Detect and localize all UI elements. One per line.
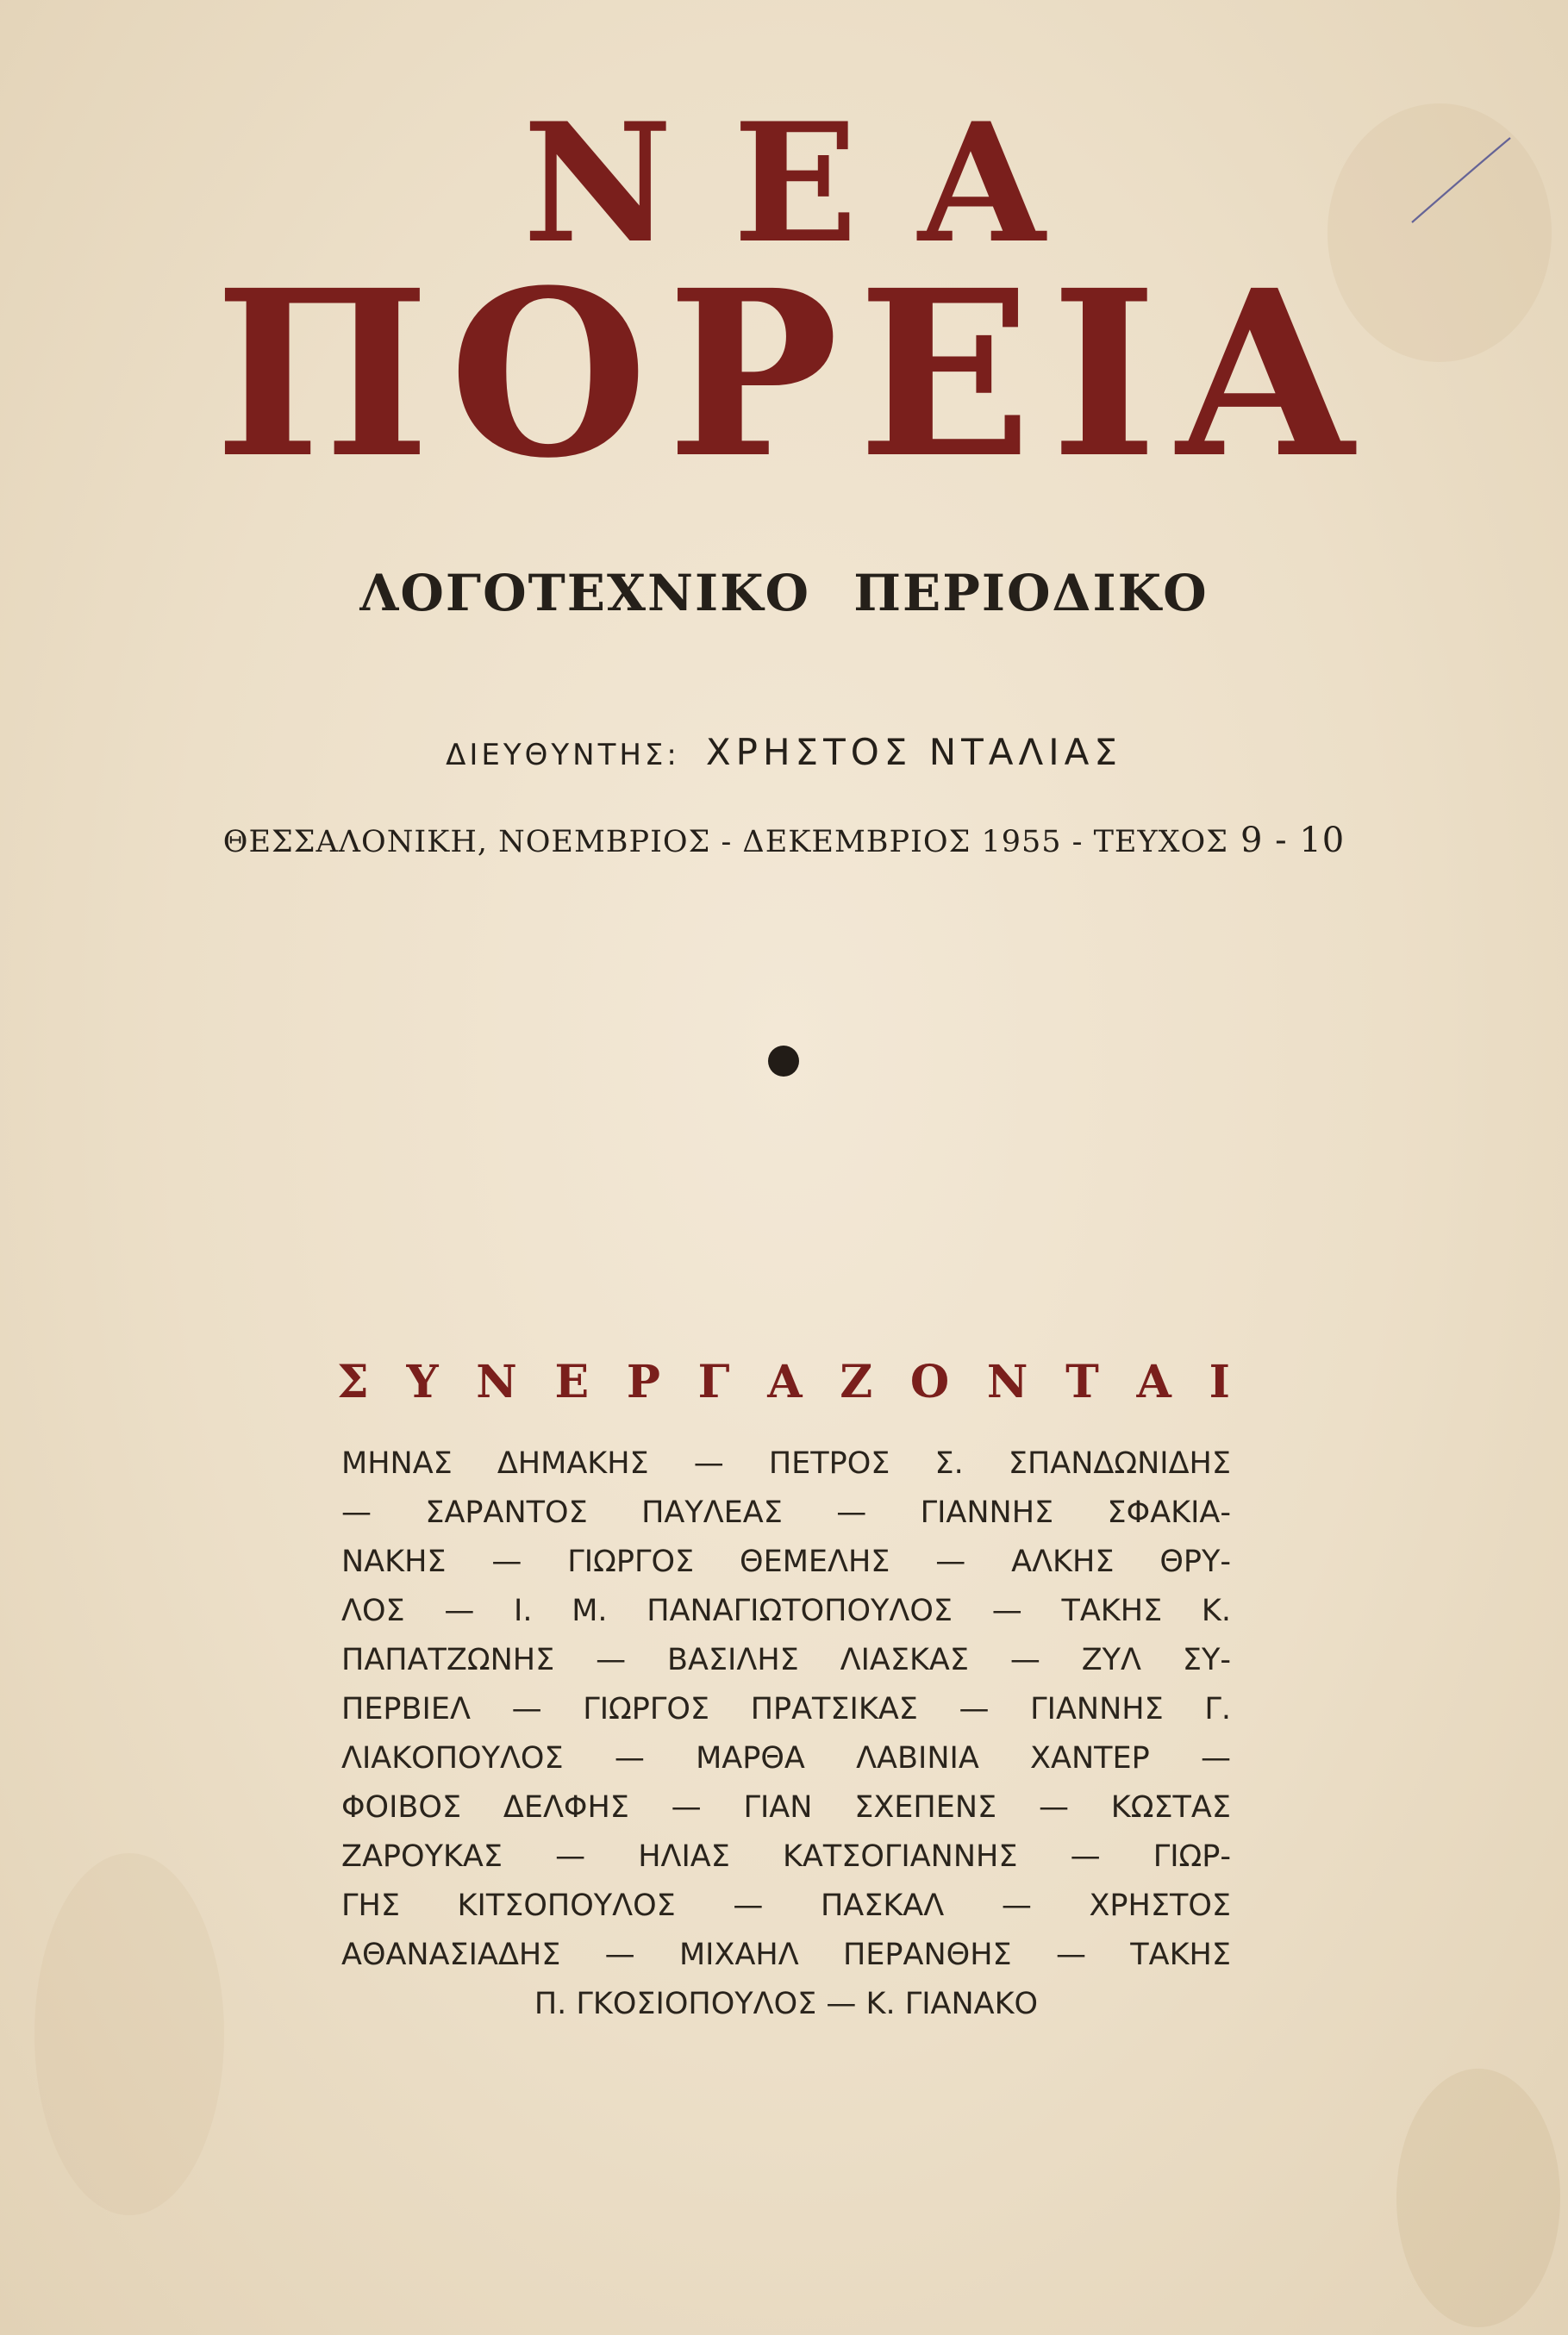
issue-info-line [0,821,1568,860]
heading-letter: Ρ [626,1356,660,1408]
heading-letter: Α [767,1356,803,1408]
editor-label: ΔΙΕΥΘΥΝΤΗΣ: [446,738,680,772]
heading-letter: Ν [986,1356,1028,1408]
contributors-line: ΛΙΑΚΟΠΟΥΛΟΣ — ΜΑΡΘΑ ΛΑΒΙΝΙΑ ΧΑΝΤΕΡ — [341,1741,1231,1776]
editor-name: ΧΡΗΣΤΟΣ ΝΤΑΛΙΑΣ [705,731,1122,773]
contributors-line: — ΣΑΡΑΝΤΟΣ ΠΑΥΛΕΑΣ — ΓΙΑΝΝΗΣ ΣΦΑΚΙΑ- [341,1495,1231,1530]
issue-number: 9 - 10 [1240,821,1346,860]
contributors-line: ΠΕΡΒΙΕΛ — ΓΙΩΡΓΟΣ ΠΡΑΤΣΙΚΑΣ — ΓΙΑΝΝΗΣ Γ. [341,1692,1231,1726]
contributors-line: ΖΑΡΟΥΚΑΣ — ΗΛΙΑΣ ΚΑΤΣΟΓΙΑΝΝΗΣ — ΓΙΩΡ- [341,1839,1231,1874]
contributors-line: ΓΗΣ ΚΙΤΣΟΠΟΥΛΟΣ — ΠΑΣΚΑΛ — ΧΡΗΣΤΟΣ [341,1889,1231,1923]
heading-letter: Ο [909,1356,950,1408]
contributors-line: ΝΑΚΗΣ — ΓΙΩΡΓΟΣ ΘΕΜΕΛΗΣ — ΑΛΚΗΣ ΘΡΥ- [341,1545,1231,1579]
heading-letter: Σ [337,1356,369,1408]
paper-stain [34,1853,224,2215]
heading-letter: Ν [476,1356,517,1408]
paper-stain [1396,2069,1560,2327]
ornament-dot [768,1046,799,1077]
heading-letter: Τ [1065,1356,1099,1408]
magazine-subtitle: ΛΟΓΟΤΕΧΝΙΚΟ ΠΕΡΙΟΔΙΚΟ [359,564,1209,622]
contributors-list [341,1439,1231,2029]
magazine-title-line-2: ΠΟΡΕΙΑ [214,240,1373,509]
heading-letter: Α [1136,1356,1171,1408]
contributors-line: Π. ΓΚΟΣΙΟΠΟΥΛΟΣ — Κ. ΓΙΑΝΑΚΟ [534,1987,1039,2021]
contributors-line: ΑΘΑΝΑΣΙΑΔΗΣ — ΜΙΧΑΗΛ ΠΕΡΑΝΘΗΣ — ΤΑΚΗΣ [341,1938,1231,1972]
heading-letter: Υ [406,1356,439,1408]
contributors-line: ΠΑΠΑΤΖΩΝΗΣ — ΒΑΣΙΛΗΣ ΛΙΑΣΚΑΣ — ΖΥΛ ΣΥ- [341,1643,1231,1677]
heading-letter: Γ [697,1356,730,1408]
editor-credit [0,731,1568,773]
magazine-title-line-1: ΝΕΑ [522,87,1106,279]
heading-letter: Ε [554,1356,590,1408]
contributors-heading [337,1356,1230,1408]
contributors-line: ΛΟΣ — Ι. Μ. ΠΑΝΑΓΙΩΤΟΠΟΥΛΟΣ — ΤΑΚΗΣ Κ. [341,1594,1231,1628]
contributors-line: ΜΗΝΑΣ ΔΗΜΑΚΗΣ — ΠΕΤΡΟΣ Σ. ΣΠΑΝΔΩΝΙΔΗΣ [341,1446,1231,1481]
issue-place-date: ΘΕΣΣΑΛΟΝΙΚΗ, ΝΟΕΜΒΡΙΟΣ - ΔΕΚΕΜΒΡΙΟΣ 1955 - ΤΕΥΧΟΣ [222,825,1228,859]
heading-letter: Ι [1209,1356,1230,1408]
heading-letter: Ζ [840,1356,873,1408]
contributors-line: ΦΟΙΒΟΣ ΔΕΛΦΗΣ — ΓΙΑΝ ΣΧΕΠΕΝΣ — ΚΩΣΤΑΣ [341,1790,1231,1825]
